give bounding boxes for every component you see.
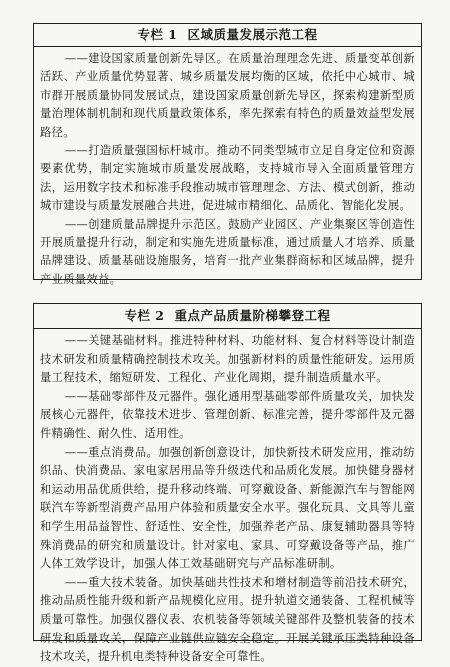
column-2-title: 重点产品质量阶梯攀登工程	[174, 308, 331, 323]
column-box-2	[33, 303, 422, 664]
column-box-1	[33, 23, 422, 286]
column-2-number: 专栏 2	[124, 308, 165, 323]
column-2-paragraph: ——重点消费品。加强创新创意设计，加快新技术研发应用，推动纺织品、快消费品、家电家居用品等升级迭代和品质化发展。加快健身器材和运动用品优质供给，提升移动终端、可穿戴设备、新能源汽车与智能网联汽车等新型消费产品用户体验和质量安全水平。强化玩具、文具等儿童和学生用品益智性、舒适性、安全性，加强养老产品、康复辅助器具等特殊消费品的研究和质量设计。针对家电、家具、可穿戴设备等产品，推广人体工效学设计，加强人体工效基础研究与产品标准研制。	[40, 445, 415, 571]
column-2-paragraph: ——重大技术装备。加快基础共性技术和增材制造等前沿技术研究，推动品质性能升级和新产品规模化应用。提升轨道交通装备、工程机械等质量可靠性。加强仪器仪表、农机装备等领域关键部件及整机装备的技术研发和质量攻关，保障产业链供应链安全稳定。开展关键承压类特种设备技术攻关，提升机电类特种设备安全可靠性。	[40, 575, 415, 664]
column-1-header	[34, 24, 421, 47]
column-2-header	[34, 304, 421, 329]
column-2-body	[34, 329, 421, 667]
column-2-paragraph: ——基础零部件及元器件。强化通用型基础零部件质量攻关，加快发展核心元器件，依靠技术进步、管理创新、标准完善，提升零部件及元器件精确性、耐久性、适用性。	[40, 389, 415, 440]
column-1-paragraph: ——打造质量强国标杆城市。推动不同类型城市立足自身定位和资源要素优势，制定实施城市质量发展战略，支持城市导入全面质量管理方法，运用数字技术和标准手段推动城市管理理念、方法、模式创新，推动城市建设与质量发展融合共进，促进城市精细化、品质化、智能化发展。	[40, 144, 415, 213]
column-1-body	[34, 47, 421, 289]
column-2-paragraph: ——关键基础材料。推进特种材料、功能材料、复合材料等设计制造技术研发和质量精确控制技术攻关。加强新材料的质量性能研发。运用质量工程技术，缩短研发、工程化、产业化周期，提升制造质量水平。	[40, 334, 415, 385]
column-1-number: 专栏 1	[137, 27, 178, 42]
column-1-title: 区域质量发展示范工程	[187, 27, 318, 42]
column-1-paragraph: ——创建质量品牌提升示范区。鼓励产业园区、产业集聚区等创造性开展质量提升行动，制定和实施先进质量标准，通过质量人才培养、质量品牌建设、质量基础设施服务，培育一批产业集群商标和区域品牌，提升产业质量效益。	[40, 217, 415, 286]
column-1-paragraph: ——建设国家质量创新先导区。在质量治理理念先进、质量变革创新活跃、产业质量优势显著、城乡质量发展均衡的区域，依托中心城市、城市群开展质量协同发展试点，建设国家质量创新先导区，探索构建新型质量治理体制机制和现代质量政策体系，率先探索有特色的质量效益型发展路径。	[40, 52, 415, 139]
